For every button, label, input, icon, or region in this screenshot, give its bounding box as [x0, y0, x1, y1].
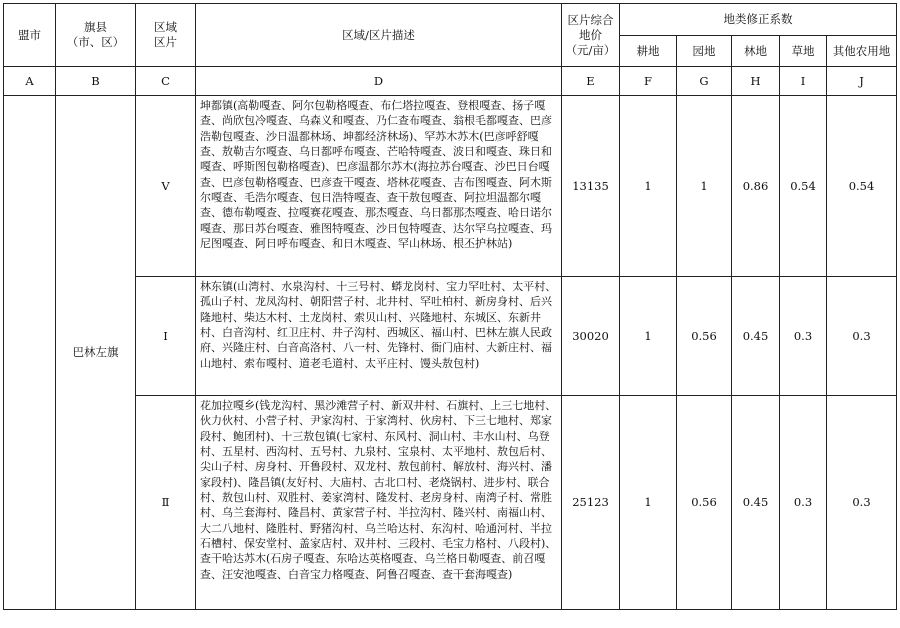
forest-coef-cell: 0.45	[732, 277, 780, 396]
other-coef-cell: 0.3	[827, 396, 897, 610]
other-coef-cell: 0.3	[827, 277, 897, 396]
garden-coef-cell: 0.56	[677, 277, 732, 396]
grass-coef-cell: 0.3	[780, 277, 827, 396]
garden-coef-cell: 1	[677, 96, 732, 277]
col-letter-a: A	[4, 67, 56, 96]
garden-coef-cell: 0.56	[677, 396, 732, 610]
description-cell: 林东镇(山湾村、水泉沟村、十三号村、蟒龙岗村、宝力罕吐村、太平村、孤山子村、龙凤沟村、朝阳营子村、北井村、罕吐柏村、新房身村、后兴隆地村、柴达木村、土龙岗村、索贝山村、兴隆地村、东城区、东新井村、白音沟村、红卫庄村、井子沟村、西城区、福山村、巴林左旗人民政府、兴隆庄村、白音高洛村、八一村、先锋村、衙门庙村、大新庄村、福山地村、索布嘎村、道老毛道村、太平庄村、馒头敖包村)	[196, 277, 562, 396]
header-county	[56, 4, 136, 67]
col-letter-h: H	[732, 67, 780, 96]
price-cell: 13135	[562, 96, 620, 277]
header-coefficient-group: 地类修正系数	[620, 4, 897, 36]
header-price-line3: （元/亩）	[565, 42, 616, 57]
cropland-coef-cell: 1	[620, 396, 677, 610]
price-cell: 25123	[562, 396, 620, 610]
grass-coef-cell: 0.3	[780, 396, 827, 610]
header-zone-line2: 区片	[154, 35, 177, 49]
header-other: 其他农用地	[827, 36, 897, 67]
table-row	[4, 396, 897, 610]
col-letter-b: B	[56, 67, 136, 96]
col-letter-g: G	[677, 67, 732, 96]
header-grass: 草地	[780, 36, 827, 67]
header-forest: 林地	[732, 36, 780, 67]
league-cell	[4, 96, 56, 610]
other-coef-cell: 0.54	[827, 96, 897, 277]
grass-coef-cell: 0.54	[780, 96, 827, 277]
header-league: 盟市	[4, 4, 56, 67]
col-letter-f: F	[620, 67, 677, 96]
zone-cell: I	[136, 277, 196, 396]
header-zone-line1: 区域	[154, 20, 177, 34]
col-letter-e: E	[562, 67, 620, 96]
cropland-coef-cell: 1	[620, 96, 677, 277]
header-price-line1: 区片综合	[567, 12, 614, 27]
header-county-line1: 旗县	[84, 20, 107, 34]
zone-cell: V	[136, 96, 196, 277]
price-cell: 30020	[562, 277, 620, 396]
header-garden: 园地	[677, 36, 732, 67]
header-county-line2: （市、区）	[66, 35, 125, 49]
land-price-table	[3, 3, 897, 610]
description-cell: 坤都镇(高勒嘎查、阿尔包勒格嘎查、布仁塔拉嘎查、登根嘎查、扬子嘎查、尚欣包冷嘎查、乌森义和嘎查、乃仁查布嘎查、翁根毛都嘎查、巴彦浩勒包嘎查、沙日温都林场、坤都经济林场)、罕苏木苏木(巴彦呼舒嘎查、敖勒吉尔嘎查、乌日都呼布嘎查、芒哈特嘎查、波日和嘎查、珠日和嘎查、呼斯图包勒格嘎查)、巴彦温都尔苏木(海拉苏台嘎查、沙巴日台嘎查、巴彦包勒格嘎查、巴彦查干嘎查、塔林花嘎查、吉布图嘎查、阿木斯尔嘎查、毛浩尔嘎查、包日浩特嘎查、查干敖包嘎查、阿拉坦温都尔嘎查、德布勒嘎查、拉嘎赛花嘎查、那杰嘎查、乌日都那杰嘎查、哈日诺尔嘎查、那日苏台嘎查、雅图特嘎查、沙日包特嘎查、达尔罕乌拉嘎查、玛尼图嘎查、阿日呼布嘎查、和日木嘎查、罕山林场、根丕护林站)	[196, 96, 562, 277]
header-price	[562, 4, 620, 67]
col-letter-d: D	[196, 67, 562, 96]
col-letter-j: J	[827, 67, 897, 96]
header-description: 区域/区片描述	[196, 4, 562, 67]
forest-coef-cell: 0.45	[732, 396, 780, 610]
table-row	[4, 277, 897, 396]
col-letter-c: C	[136, 67, 196, 96]
forest-coef-cell: 0.86	[732, 96, 780, 277]
zone-cell: Ⅱ	[136, 396, 196, 610]
col-letter-i: I	[780, 67, 827, 96]
header-zone	[136, 4, 196, 67]
cropland-coef-cell: 1	[620, 277, 677, 396]
description-cell: 花加拉嘎乡(钱龙沟村、黑沙滩营子村、新双井村、石旗村、上三七地村、伙力伙村、小营子村、尹家沟村、于家湾村、伙房村、下三七地村、郑家段村、鲍团村)、十三敖包镇(七家村、东风村、洞山村、丰水山村、乌登村、五星村、西沟村、五号村、九泉村、宝泉村、太平地村、敖包后村、尖山子村、房身村、开鲁段村、双龙村、敖包前村、解放村、海兴村、潘家段村)、隆昌镇(友好村、大庙村、古北口村、老烧锅村、进步村、联合村、敖包山村、双胜村、姜家湾村、隆发村、老房身村、南湾子村、常胜村、乌兰套海村、隆昌村、黄家营子村、半拉沟村、隆兴村、南福山村、大二八地村、隆胜村、野猪沟村、乌兰哈达村、东沟村、哈通河村、半拉石槽村、保安堂村、盖家店村、双井村、三段村、毛宝力格村、八段村)、查干哈达苏木(石房子嘎查、东哈达英格嘎查、乌兰格日勒嘎查、前召嘎查、汪安池嘎查、白音宝力格嘎查、阿鲁召嘎查、查干套海嘎查)	[196, 396, 562, 610]
county-cell: 巴林左旗	[56, 96, 136, 610]
header-cropland: 耕地	[620, 36, 677, 67]
table-row	[4, 96, 897, 277]
header-price-line2: 地价	[579, 27, 602, 42]
